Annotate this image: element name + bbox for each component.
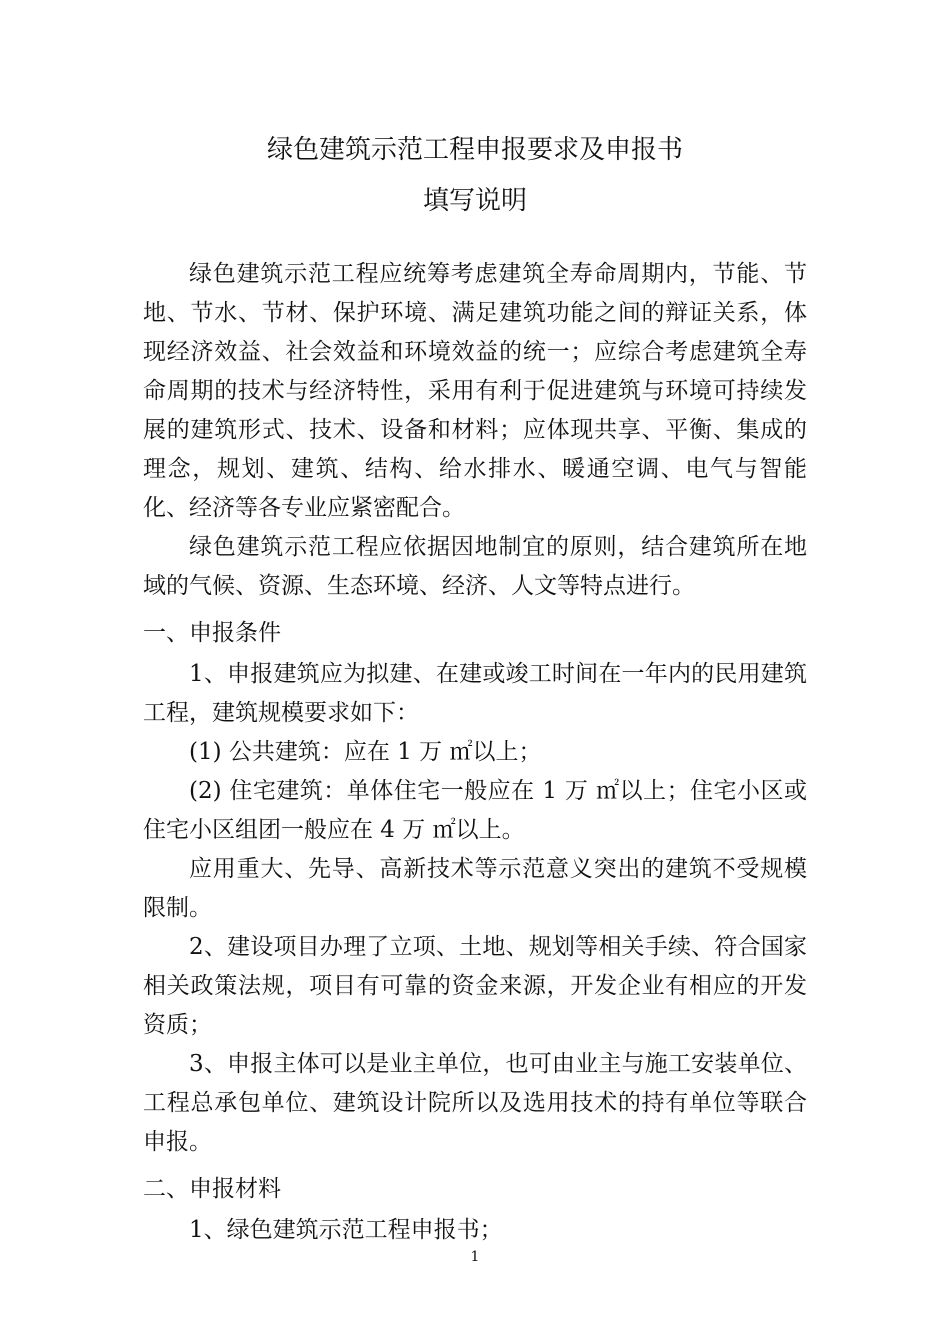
section-2-item-1: 1、绿色建筑示范工程申报书； <box>189 1217 503 1243</box>
document-body <box>143 255 807 1250</box>
section-1-item-1-note: 应用重大、先导、高新技术等示范意义突出的建筑不受规模限制。 <box>143 856 807 921</box>
section-1-item-2: 2、建设项目办理了立项、土地、规划等相关手续、符合国家相关政策法规，项目有可靠的资金来源，开发企业有相应的开发资质； <box>143 934 807 1038</box>
section-2-heading: 二、申报材料 <box>143 1176 281 1202</box>
document-subtitle: 填写说明 <box>422 186 527 216</box>
section-1-item-1-sub-2: (2) 住宅建筑：单体住宅一般应在 1 万 ㎡以上；住宅小区或住宅小区组团一般应在 4 万 ㎡以上。 <box>143 778 807 843</box>
page-number: 1 <box>470 1249 480 1265</box>
intro-paragraph-2: 绿色建筑示范工程应依据因地制宜的原则，结合建筑所在地域的气候、资源、生态环境、经济、人文等特点进行。 <box>143 534 807 599</box>
section-1-item-1-sub-1: (1) 公共建筑：应在 1 万 ㎡以上； <box>189 739 542 765</box>
section-1-heading: 一、申报条件 <box>143 620 281 646</box>
intro-paragraph-1: 绿色建筑示范工程应统筹考虑建筑全寿命周期内，节能、节地、节水、节材、保护环境、满足建筑功能之间的辩证关系，体现经济效益、社会效益和环境效益的统一；应综合考虑建筑全寿命周期的技术与经济特性，采用有利于促进建筑与环境可持续发展的建筑形式、技术、设备和材料；应体现共享、平衡、集成的理念，规划、建筑、结构、给水排水、暖通空调、电气与智能化、经济等各专业应紧密配合。 <box>143 261 807 521</box>
section-1-item-1: 1、申报建筑应为拟建、在建或竣工时间在一年内的民用建筑工程，建筑规模要求如下： <box>143 661 807 726</box>
document-title: 绿色建筑示范工程申报要求及申报书 <box>266 135 683 165</box>
section-1-item-3: 3、申报主体可以是业主单位，也可由业主与施工安装单位、工程总承包单位、建筑设计院所以及选用技术的持有单位等联合申报。 <box>143 1051 807 1155</box>
